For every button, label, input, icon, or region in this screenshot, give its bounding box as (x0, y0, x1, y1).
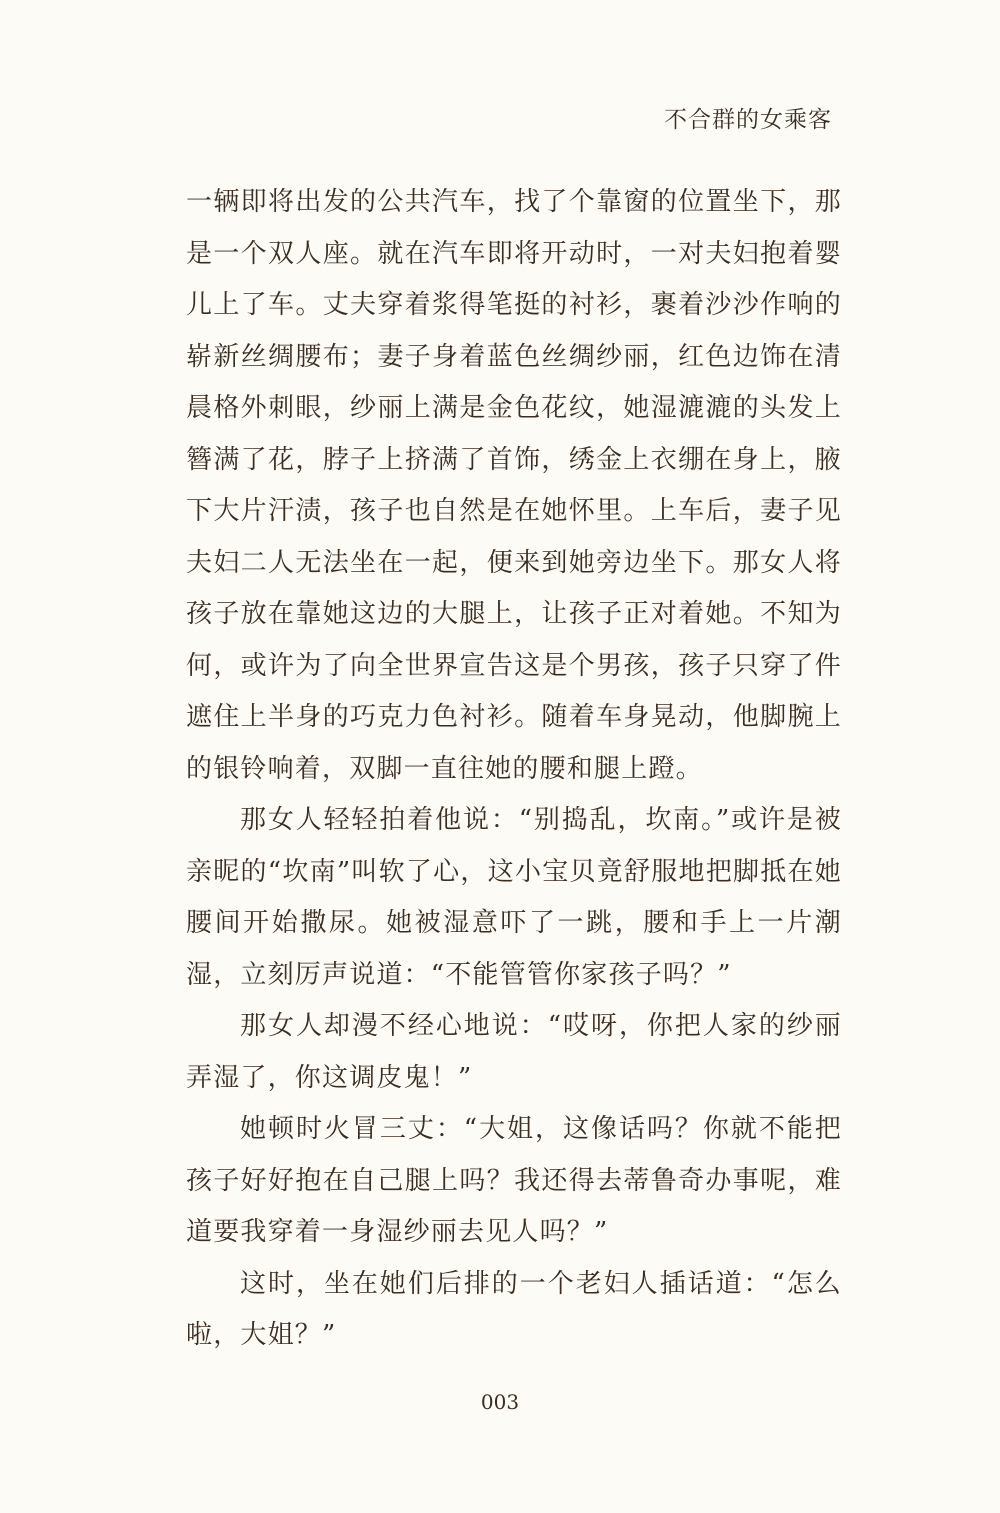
paragraph-3: 那女人却漫不经心地说：“哎呀，你把人家的纱丽弄湿了，你这调皮鬼！” (186, 1011, 842, 1093)
body-text (186, 177, 842, 1362)
paragraph-5: 这时，坐在她们后排的一个老妇人插话道：“怎么啦，大姐？” (186, 1268, 842, 1350)
running-header-title: 不合群的女乘客 (664, 107, 832, 133)
paragraph-1: 一辆即将出发的公共汽车，找了个靠窗的位置坐下，那是一个双人座。就在汽车即将开动时，一对夫妇抱着婴儿上了车。丈夫穿着浆得笔挺的衬衫，裹着沙沙作响的崭新丝绸腰布；妻子身着蓝色丝绸纱丽，红色边饰在清晨格外刺眼，纱丽上满是金色花纹，她湿漉漉的头发上簪满了花，脖子上挤满了首饰，绣金上衣绷在身上，腋下大片汗渍，孩子也自然是在她怀里。上车后，妻子见夫妇二人无法坐在一起，便来到她旁边坐下。那女人将孩子放在靠她这边的大腿上，让孩子正对着她。不知为何，或许为了向全世界宣告这是个男孩，孩子只穿了件遮住上半身的巧克力色衬衫。随着车身晃动，他脚腕上的银铃响着，双脚一直往她的腰和腿上蹬。 (186, 187, 842, 784)
paragraph-2: 那女人轻轻拍着他说：“别捣乱，坎南。”或许是被亲昵的“坎南”叫软了心，这小宝贝竟舒服地把脚抵在她腰间开始撒尿。她被湿意吓了一跳，腰和手上一片潮湿，立刻厉声说道：“不能管管你家孩子吗？” (186, 805, 842, 990)
paragraph-4: 她顿时火冒三丈：“大姐，这像话吗？你就不能把孩子好好抱在自己腿上吗？我还得去蒂鲁奇办事呢，难道要我穿着一身湿纱丽去见人吗？” (186, 1114, 842, 1247)
page-number: 003 (480, 1390, 520, 1414)
